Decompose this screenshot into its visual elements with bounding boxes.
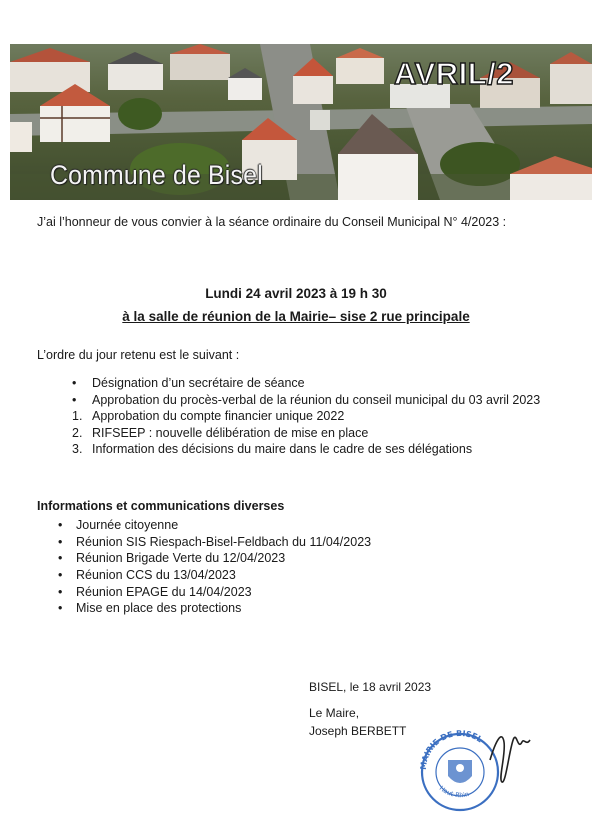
- coat-of-arms-icon: [448, 760, 472, 783]
- info-list: [58, 518, 371, 618]
- list-item: [72, 442, 540, 459]
- list-item: [72, 393, 540, 410]
- agenda-item-text: Approbation du compte financier unique 2022: [92, 409, 345, 424]
- list-marker: 2.: [72, 425, 83, 440]
- stamp-bottom-text: Haut-Rhin: [437, 784, 470, 800]
- info-item-text: Mise en place des protections: [76, 601, 242, 616]
- list-item: [58, 551, 371, 568]
- svg-text:Haut-Rhin: [438, 784, 470, 799]
- intro-text: J’ai l’honneur de vous convier à la séance ordinaire du Conseil Municipal N° 4/2023 :: [37, 215, 507, 229]
- bullet-icon: •: [58, 551, 63, 566]
- info-item-text: Réunion Brigade Verte du 12/04/2023: [76, 551, 286, 566]
- signatory-title: Le Maire,: [309, 706, 360, 720]
- list-item: [72, 376, 540, 393]
- info-item-text: Réunion SIS Riespach-Bisel-Feldbach du 11/04/2023: [76, 534, 372, 549]
- place-date: BISEL, le 18 avril 2023: [309, 680, 432, 694]
- list-item: [58, 585, 371, 602]
- list-marker: 1.: [72, 409, 83, 424]
- agenda-list: [72, 376, 540, 459]
- list-item: [58, 568, 371, 585]
- bullet-icon: •: [58, 601, 63, 616]
- agenda-item-text: Désignation d’un secrétaire de séance: [92, 376, 305, 390]
- agenda-item-text: Approbation du procès-verbal de la réunion du conseil municipal du 03 avril 2023: [92, 392, 541, 407]
- info-item-text: Réunion EPAGE du 14/04/2023: [76, 584, 252, 599]
- bullet-icon: •: [58, 584, 63, 599]
- list-marker: •: [72, 376, 77, 390]
- list-marker: 3.: [72, 442, 83, 457]
- info-item-text: Journée citoyenne: [76, 518, 179, 532]
- agenda-intro: L’ordre du jour retenu est le suivant :: [37, 348, 240, 362]
- bullet-icon: •: [58, 534, 63, 549]
- header-banner: [10, 44, 592, 200]
- meeting-location: à la salle de réunion de la Mairie– sise 2 rue principale: [122, 309, 470, 324]
- mairie-stamp: [418, 720, 538, 816]
- info-item-text: Réunion CCS du 13/04/2023: [76, 568, 236, 583]
- list-item: [58, 518, 371, 535]
- list-item: [58, 601, 371, 618]
- list-item: [72, 426, 540, 443]
- agenda-item-text: Information des décisions du maire dans le cadre de ses délégations: [92, 442, 473, 457]
- bullet-icon: •: [58, 518, 63, 532]
- list-item: [58, 535, 371, 552]
- info-heading: Informations et communications diverses: [37, 499, 285, 513]
- list-marker: •: [72, 392, 77, 407]
- list-item: [72, 409, 540, 426]
- month-label: AVRIL/2: [394, 56, 515, 91]
- meeting-datetime: Lundi 24 avril 2023 à 19 h 30: [205, 286, 387, 301]
- agenda-item-text: RIFSEEP : nouvelle délibération de mise en place: [92, 425, 369, 440]
- signatory-name: Joseph BERBETT: [309, 724, 407, 738]
- stamp-top-text: MAIRIE DE BISEL: [418, 728, 484, 771]
- bullet-icon: •: [58, 568, 63, 583]
- commune-title: Commune de Bisel: [50, 160, 263, 190]
